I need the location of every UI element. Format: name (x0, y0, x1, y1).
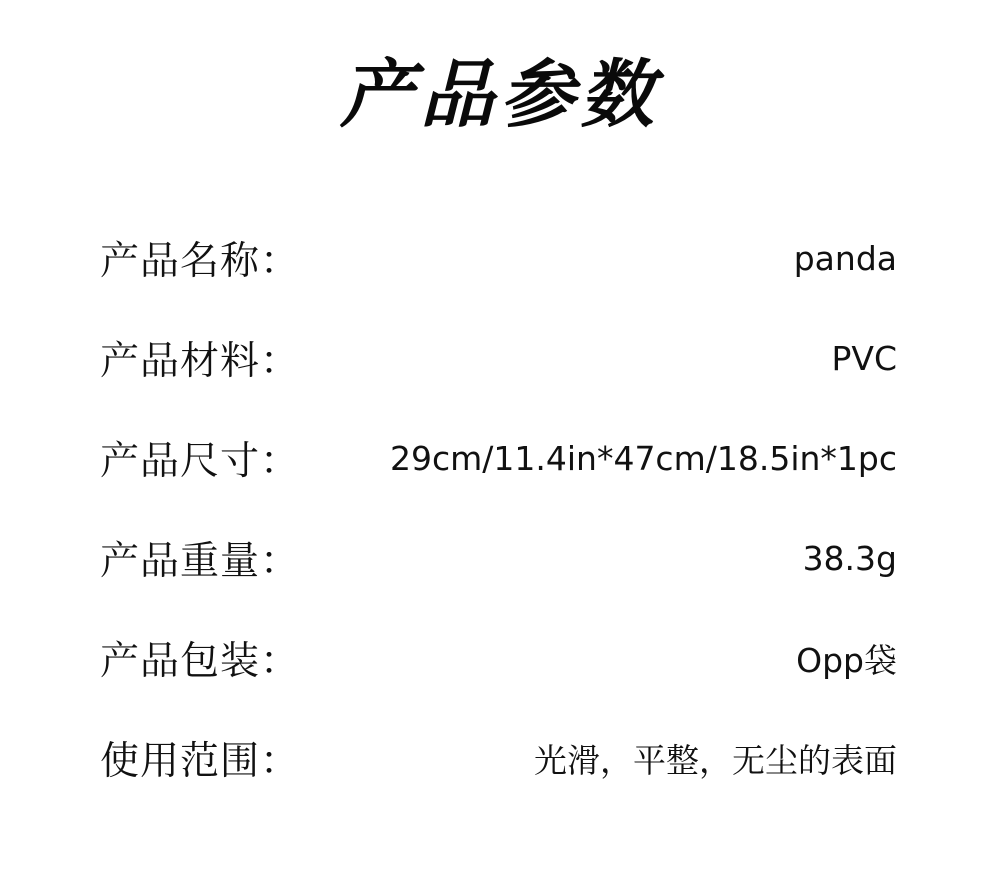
parameter-label: 产品尺寸： (100, 439, 301, 484)
parameter-value: 38.3g (802, 538, 897, 578)
parameter-value: panda (793, 238, 897, 278)
parameter-row-usage (100, 708, 900, 808)
parameter-row-material (100, 308, 900, 408)
page-title: 产品参数 (340, 52, 660, 138)
parameter-label: 产品重量： (100, 539, 301, 584)
parameter-label: 产品名称： (100, 239, 301, 284)
parameter-value: Opp袋 (796, 640, 897, 680)
parameter-row-packaging (100, 608, 900, 708)
parameter-value: PVC (831, 338, 897, 378)
parameter-label: 使用范围： (100, 739, 301, 784)
parameter-value: 光滑，平整，无尘的表面 (534, 740, 897, 780)
parameter-row-size (100, 408, 900, 508)
parameter-list (100, 208, 900, 808)
parameter-value: 29cm/11.4in*47cm/18.5in*1pc (389, 438, 897, 478)
parameter-label: 产品材料： (100, 339, 301, 384)
parameter-row-name (100, 208, 900, 308)
parameter-label: 产品包装： (100, 639, 301, 684)
parameter-row-weight (100, 508, 900, 608)
